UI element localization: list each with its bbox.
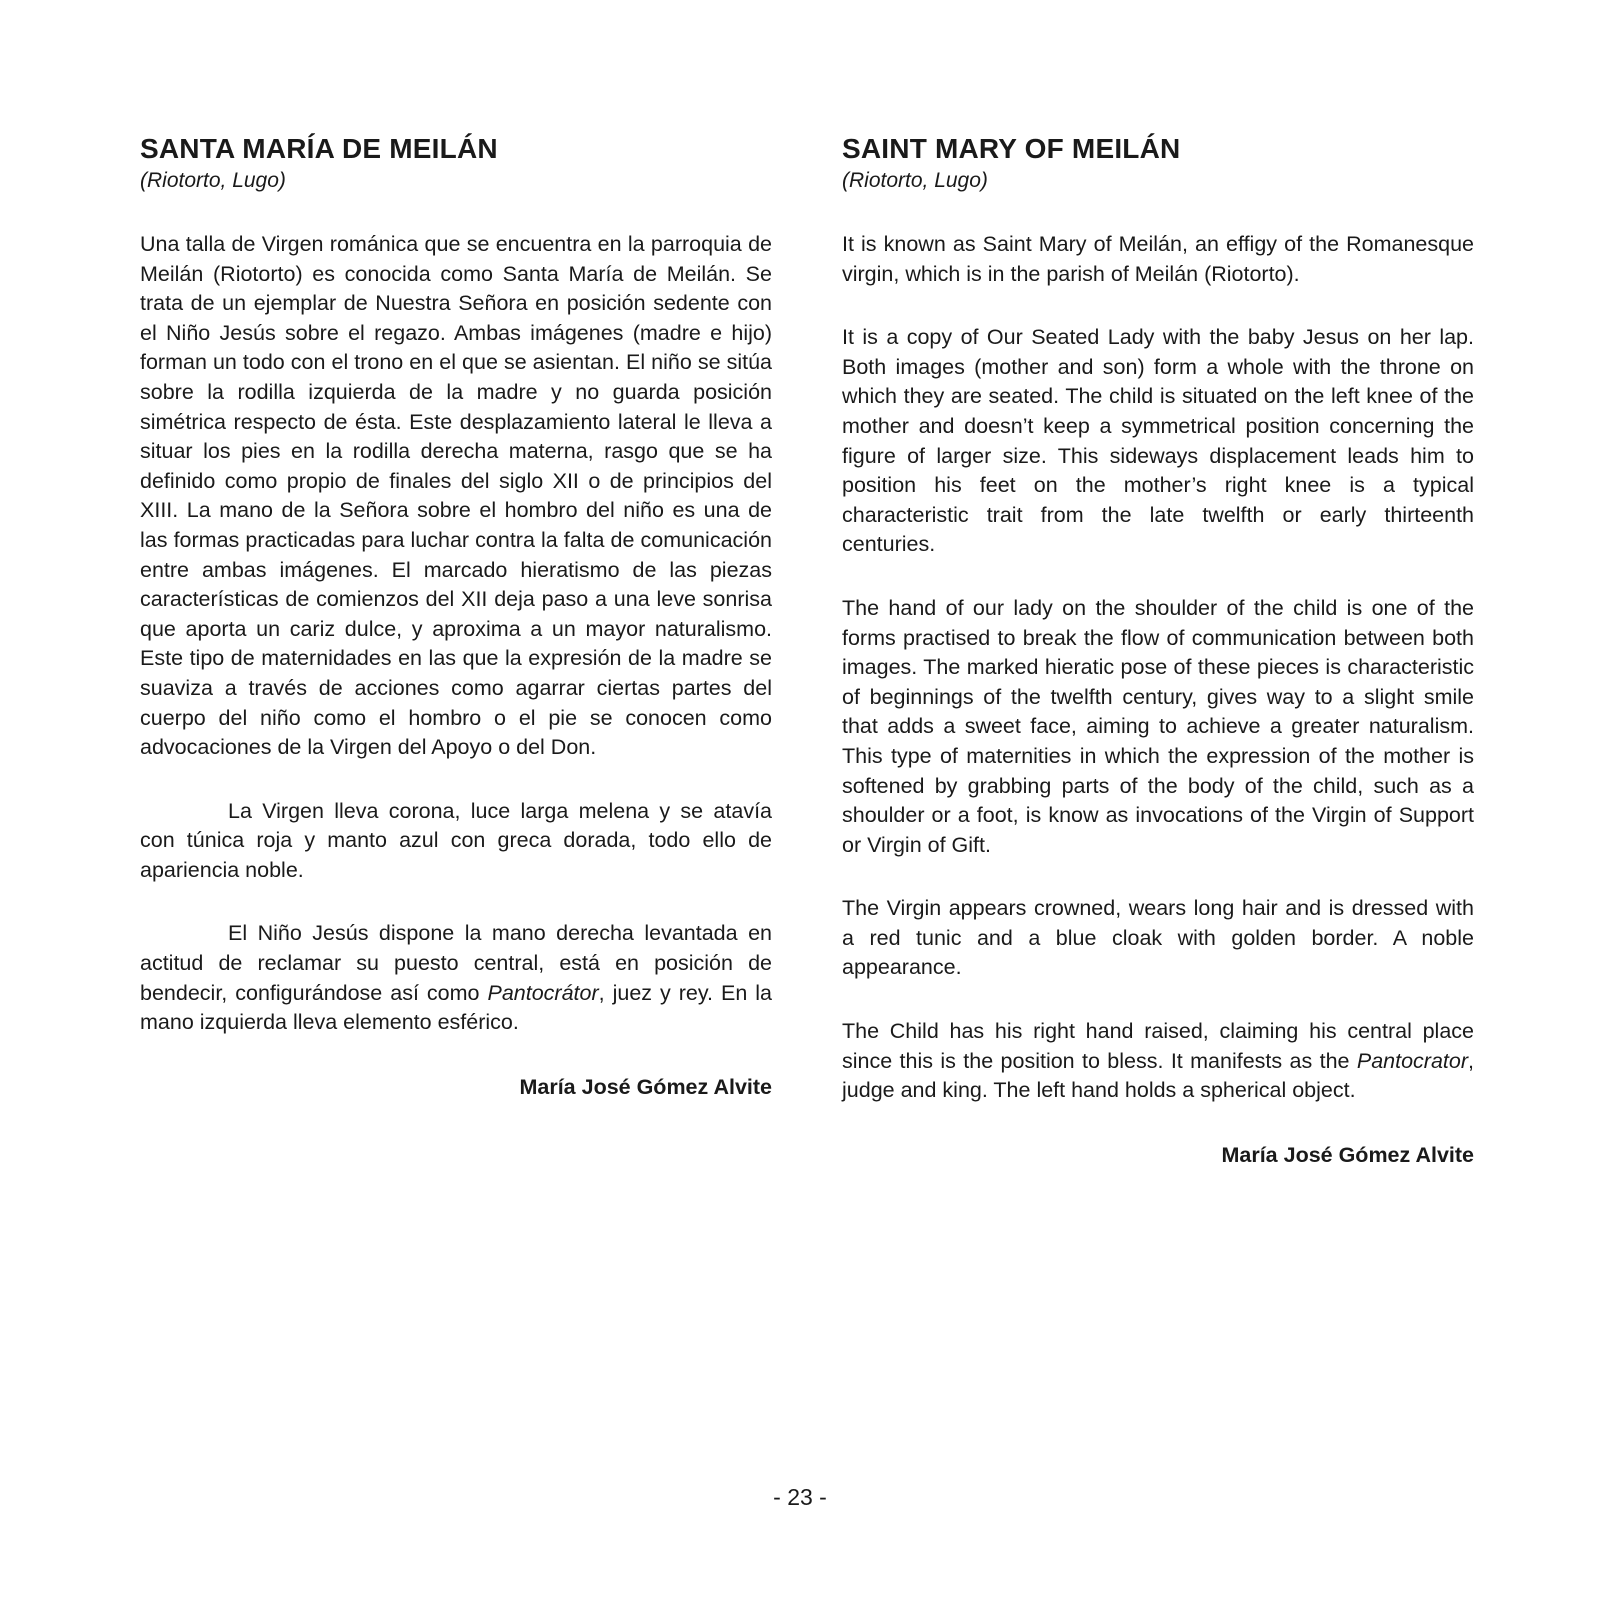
english-paragraph-5-emphasis: Pantocrator [1356,1048,1469,1073]
spanish-paragraph-3-text-a: El Niño Jesús dispone la mano derecha levantada en actitud de reclamar su puesto central, está en posición de bendecir, configurándose así como [140,921,772,1005]
english-column [842,132,1474,1170]
page-number: - 23 - [773,1484,827,1510]
english-author: María José Gómez Alvite [1221,1142,1474,1167]
english-paragraph-3: The hand of our lady on the shoulder of the child is one of the forms practised to break the flow of communication between both images. The marked hieratic pose of these pieces is characteristic of beginnings of the twelfth century, gives way to a slight smile that adds a sweet face, aiming to achieve a greater naturalism. This type of maternities in which the expression of the mother is softened by grabbing parts of the body of the child, such as a shoulder or a foot, is know as invocations of the Virgin of Support or Virgin of Gift. [842,595,1474,857]
spanish-title: SANTA MARÍA DE MEILÁN [140,133,498,164]
english-paragraph-1: It is known as Saint Mary of Meilán, an effigy of the Romanesque virgin, which is in the parish of Meilán (Riotorto). [842,232,1474,286]
english-paragraph-2: It is a copy of Our Seated Lady with the baby Jesus on her lap. Both images (mother and son) form a whole with the throne on which they are seated. The child is situated on the left knee of the mother and doesn’t keep a symmetrical position concerning the figure of larger size. This sideways displacement leads him to position his feet on the mother’s right knee is a typical characteristic trait from the late twelfth or early thirteenth centuries. [842,325,1474,557]
spanish-paragraph-3 [140,919,772,1037]
english-paragraph-5-text-a: The Child has his right hand raised, claiming his central place since this is the position to bless. It manifests as the [842,1019,1474,1073]
spanish-paragraph-2: La Virgen lleva corona, luce larga melena y se atavía con túnica roja y manto azul con greca dorada, todo ello de apariencia noble. [140,798,772,882]
spanish-paragraph-3-emphasis: Pantocrátor [487,980,599,1005]
english-paragraph-5 [842,1017,1474,1106]
english-subtitle: (Riotorto, Lugo) [842,169,988,192]
english-title: SAINT MARY OF MEILÁN [842,133,1181,164]
spanish-subtitle: (Riotorto, Lugo) [140,169,286,192]
spanish-paragraph-1: Una talla de Virgen románica que se encuentra en la parroquia de Meilán (Riotorto) es conocida como Santa María de Meilán. Se trata de un ejemplar de Nuestra Señora en posición sedente con el Niño Jesús sobre el regazo. Ambas imágenes (madre e hijo) forman un todo con el trono en el que se asientan. El niño se sitúa sobre la rodilla izquierda de la madre y no guarda posición simétrica respecto de ésta. Este desplazamiento lateral le lleva a situar los pies en la rodilla derecha materna, rasgo que se ha definido como propio de finales del siglo XII o de principios del XIII. La mano de la Señora sobre el hombro del niño es una de las formas practicadas para luchar contra la falta de comunicación entre ambas imágenes. El marcado hieratismo de las piezas características de comienzos del XII deja paso a una leve sonrisa que aporta un cariz dulce, y aproxima a un mayor naturalismo. Este tipo de maternidades en las que la expresión de la madre se suaviza a través de acciones como agarrar ciertas partes del cuerpo del niño como el hombro o el pie se conocen como advocaciones de la Virgen del Apoyo o del Don. [140,232,772,760]
english-paragraph-4: The Virgin appears crowned, wears long hair and is dressed with a red tunic and a blue cloak with golden border. A noble appearance. [842,896,1474,980]
spanish-author: María José Gómez Alvite [519,1074,772,1099]
spanish-column [140,132,772,1102]
spanish-paragraph-3-text-b: , juez y rey. En la mano izquierda lleva elemento esférico. [140,980,773,1035]
english-paragraph-5-text-b: , judge and king. The left hand holds a spherical object. [842,1048,1474,1103]
